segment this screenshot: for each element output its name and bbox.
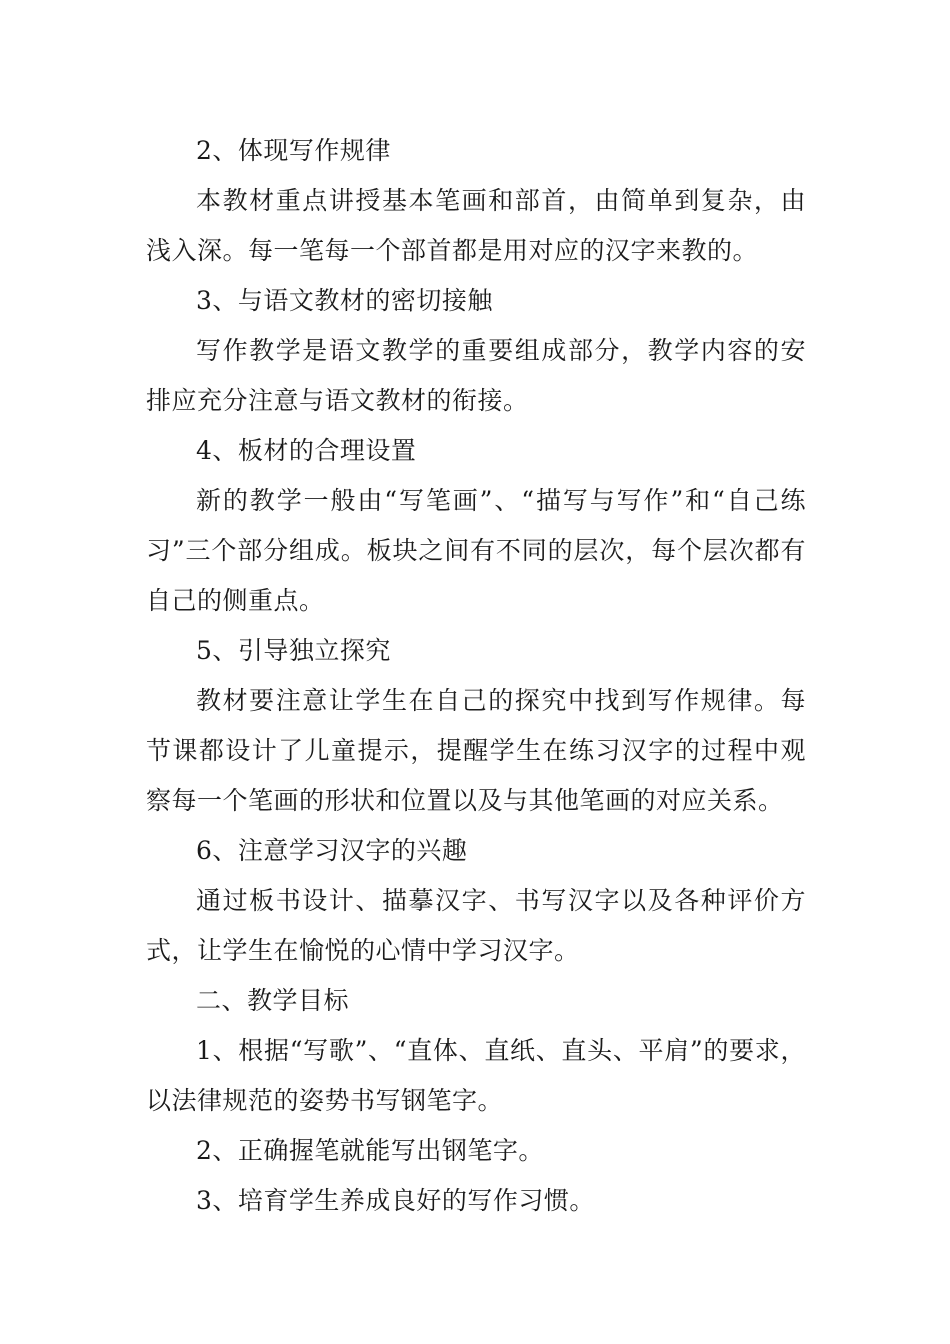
heading-section-setup: 4、板材的合理设置	[196, 436, 417, 465]
document-body	[146, 126, 806, 1226]
heading-teaching-goals: 二、教学目标	[196, 986, 350, 1015]
paragraph-interest-methods: 通过板书设计、描摹汉字、书写汉字以及各种评价方式，让学生在愉悦的心情中学习汉字。	[146, 886, 806, 965]
heading-writing-rules: 2、体现写作规律	[196, 136, 391, 165]
paragraph-three-parts: 新的教学一般由“写笔画”、“描写与写作”和“自己练习”三个部分组成。板块之间有不同的层次，每个层次都有自己的侧重点。	[146, 486, 806, 615]
paragraph-strokes-radicals: 本教材重点讲授基本笔画和部首，由简单到复杂，由浅入深。每一笔每一个部首都是用对应的汉字来教的。	[146, 186, 806, 265]
heading-independent-inquiry: 5、引导独立探究	[196, 636, 391, 665]
goal-posture: 1、根据“写歌”、“直体、直纸、直头、平肩”的要求，以法律规范的姿势书写钢笔字。	[146, 1036, 806, 1115]
paragraph-inquiry-details: 教材要注意让学生在自己的探究中找到写作规律。每节课都设计了儿童提示，提醒学生在练习汉字的过程中观察每一个笔画的形状和位置以及与其他笔画的对应关系。	[146, 686, 806, 815]
paragraph-teaching-connection: 写作教学是语文教学的重要组成部分，教学内容的安排应充分注意与语文教材的衔接。	[146, 336, 806, 415]
goal-pen-grip: 2、正确握笔就能写出钢笔字。	[196, 1136, 544, 1165]
heading-interest: 6、注意学习汉字的兴趣	[196, 836, 468, 865]
goal-habits: 3、培育学生养成良好的写作习惯。	[196, 1186, 595, 1215]
heading-chinese-textbook-link: 3、与语文教材的密切接触	[196, 286, 493, 315]
